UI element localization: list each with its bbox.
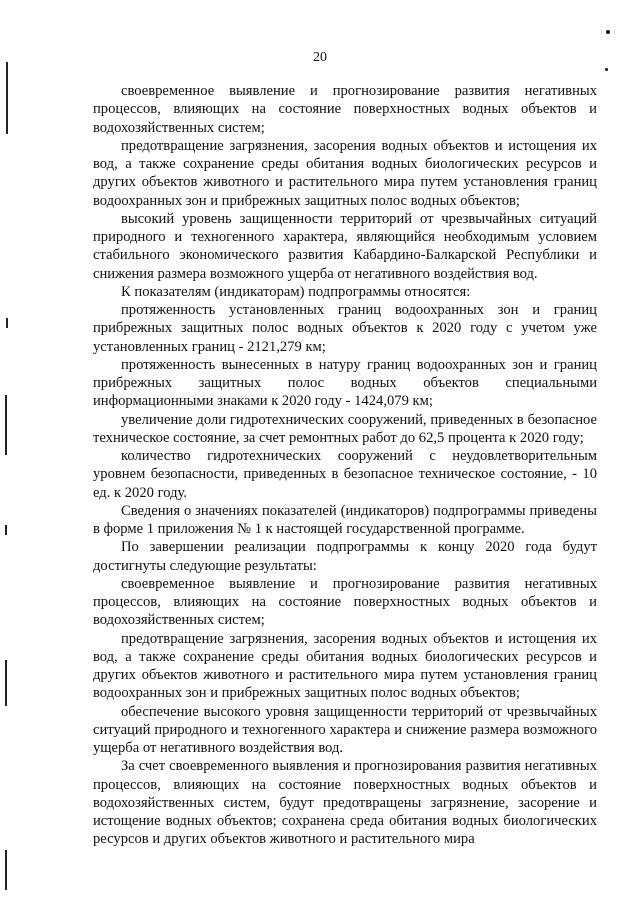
scan-edge-mark — [6, 62, 8, 134]
scan-dot — [605, 68, 608, 71]
paragraph: увеличение доли гидротехнических сооружений, приведенных в безопасное техническое состояние, за счет ремонтных работ до 62,5 процента к 2020 году; — [93, 411, 597, 446]
paragraph: количество гидротехнических сооружений с неудовлетворительным уровнем безопасности, приведенных в безопасное техническое состояние, - 10 ед. к 2020 году. — [93, 448, 597, 501]
body-text — [93, 82, 597, 849]
paragraph: предотвращение загрязнения, засорения водных объектов и истощения их вод, а также сохранение среды обитания водных биологических ресурсов и других объектов животного и растительного мира путем установления границ водоохранных зон и прибрежных защитных полос водных объектов; — [93, 137, 597, 209]
paragraph: обеспечение высокого уровня защищенности территорий от чрезвычайных ситуаций природного и техногенного характера и снижение размера возможного ущерба от негативного воздействия вод. — [93, 703, 597, 756]
paragraph: своевременное выявление и прогнозирование развития негативных процессов, влияющих на состояние поверхностных водных объектов и водохозяйственных систем; — [93, 83, 597, 136]
page-number: 20 — [313, 50, 327, 65]
scan-dot — [606, 30, 610, 34]
scan-edge-mark — [5, 525, 7, 535]
paragraph: предотвращение загрязнения, засорения водных объектов и истощения их вод, а также сохранение среды обитания водных биологических ресурсов и других объектов животного и растительного мира путем установления границ водоохранных зон и прибрежных защитных полос водных объектов; — [93, 630, 597, 702]
scan-edge-mark — [5, 395, 7, 455]
paragraph: По завершении реализации подпрограммы к концу 2020 года будут достигнуты следующие результаты: — [93, 539, 597, 574]
paragraph: К показателям (индикаторам) подпрограммы относятся: — [121, 283, 471, 300]
scan-edge-mark — [5, 850, 7, 890]
scan-edge-mark — [5, 660, 7, 706]
paragraph: высокий уровень защищенности территорий от чрезвычайных ситуаций природного и техногенного характера, являющийся необходимым условием стабильного экономического развития Кабардино-Балкарской Республики и снижения размера возможного ущерба от негативного воздействия вод. — [93, 210, 597, 282]
paragraph: протяженность вынесенных в натуру границ водоохранных зон и границ прибрежных защитных полос водных объектов специальными информационными знаками к 2020 году - 1424,079 км; — [93, 356, 597, 410]
paragraph: Сведения о значениях показателей (индикаторов) подпрограммы приведены в форме 1 приложения № 1 к настоящей государственной программе. — [93, 502, 597, 537]
paragraph: протяженность установленных границ водоохранных зон и границ прибрежных защитных полос водных объектов к 2020 году с учетом уже установленных границ - 2121,279 км; — [93, 302, 597, 355]
scan-edge-mark — [6, 318, 8, 328]
paragraph: своевременное выявление и прогнозирование развития негативных процессов, влияющих на состояние поверхностных водных объектов и водохозяйственных систем; — [93, 575, 597, 629]
paragraph: За счет своевременного выявления и прогнозирования развития негативных процессов, влияющих на состояние поверхностных водных объектов и водохозяйственных систем, будут предотвращены загрязнение, засорение и истощение водных объектов; сохранена среда обитания водных биологических ресурсов и других объектов животного и растительного мира — [93, 758, 597, 848]
